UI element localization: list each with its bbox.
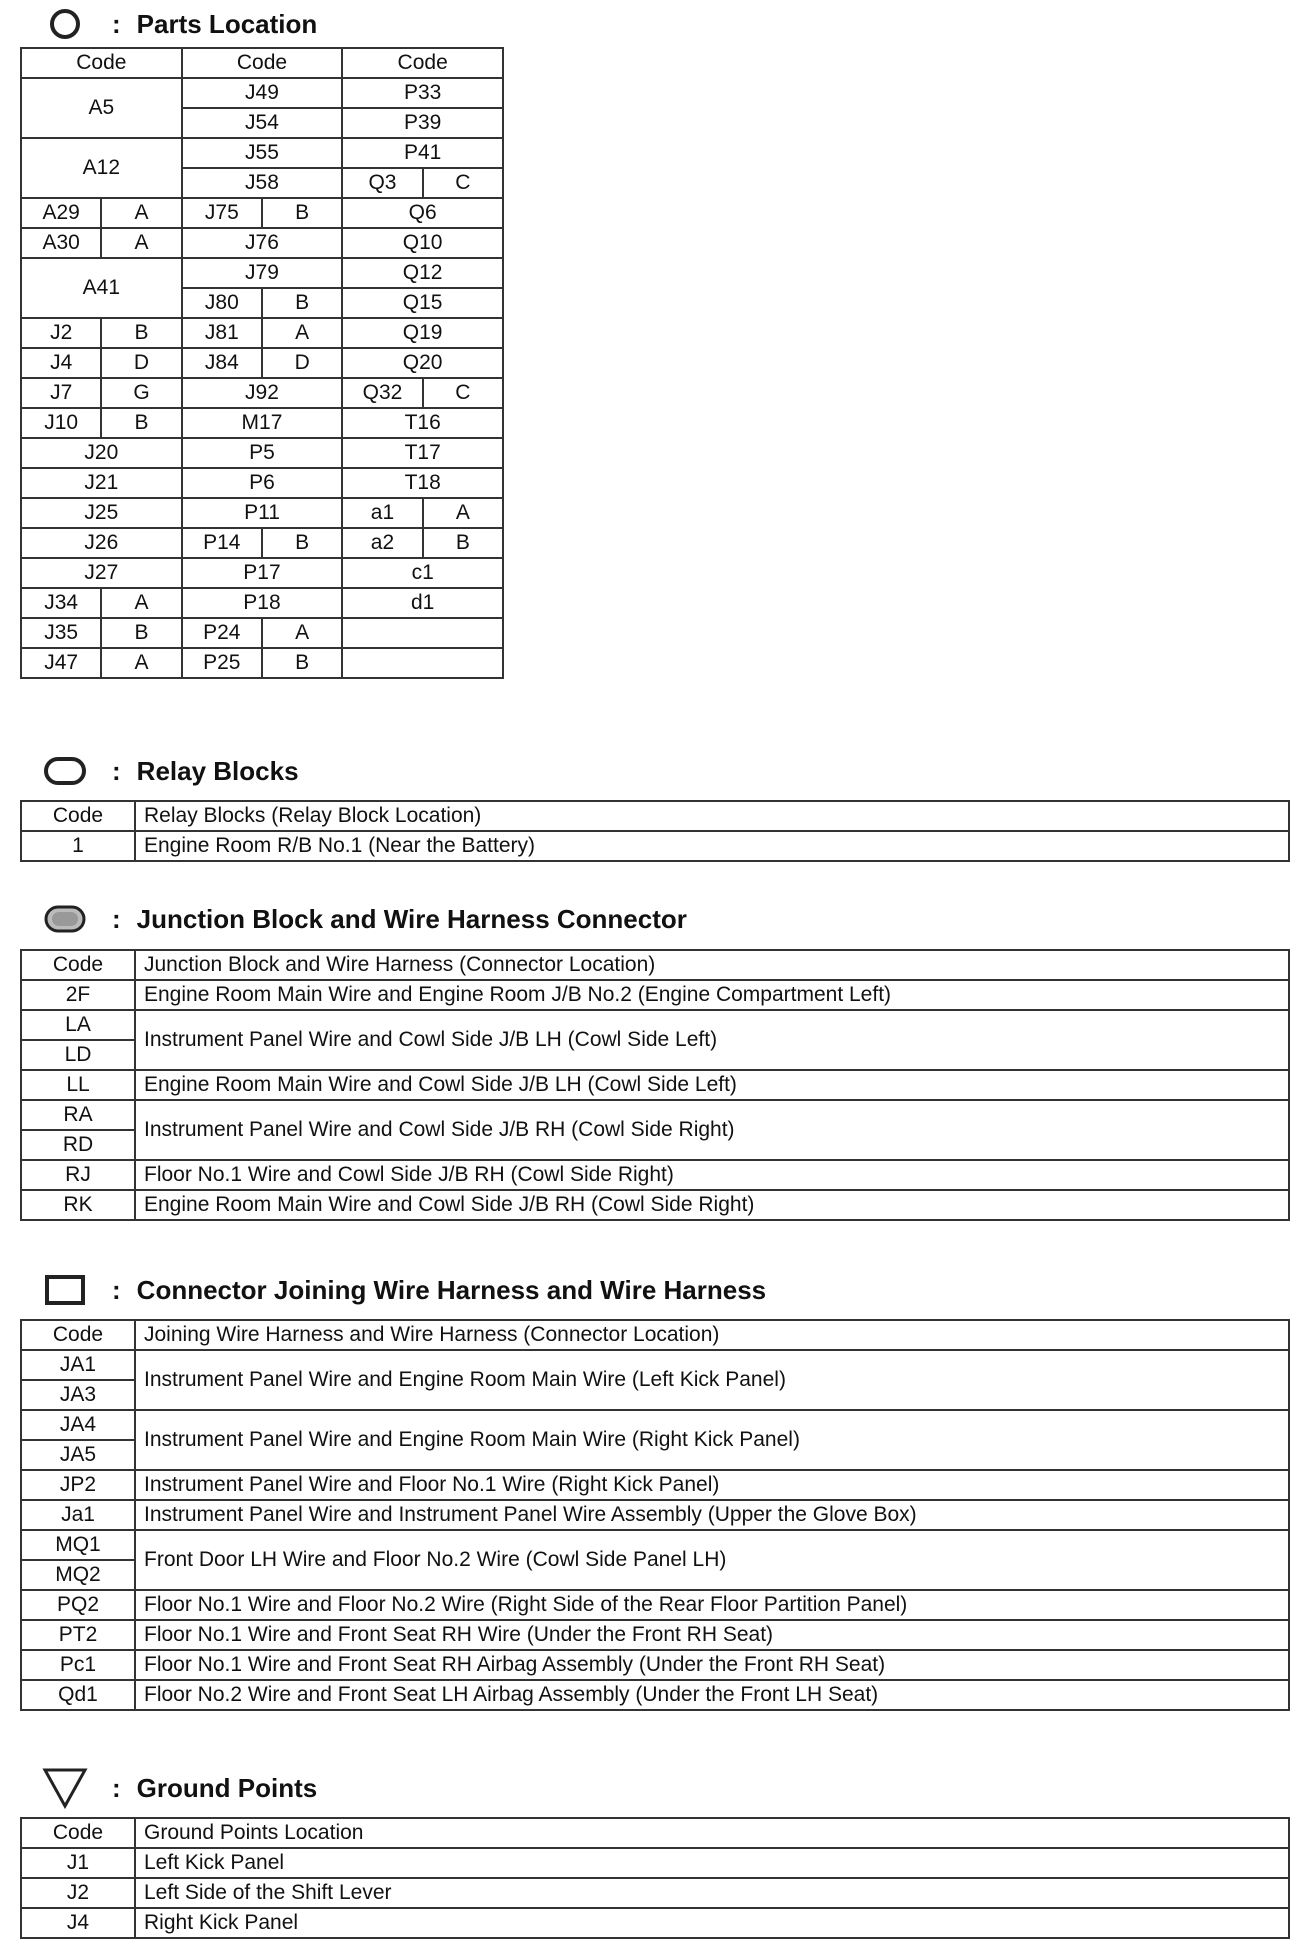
ground-points-table	[20, 1817, 1290, 1939]
junction-block-table	[20, 949, 1290, 1221]
part-code: J10	[21, 408, 101, 438]
table-row	[21, 618, 503, 648]
part-code: a2	[342, 528, 422, 558]
part-code: J47	[21, 648, 101, 678]
part-sub-code: A	[101, 588, 181, 618]
code-cell: PQ2	[21, 1590, 135, 1620]
code-header: Code	[21, 801, 135, 831]
code-cell: PT2	[21, 1620, 135, 1650]
table-row	[21, 1010, 1289, 1040]
part-sub-code: B	[101, 318, 181, 348]
part-code: P41	[342, 138, 503, 168]
relay-blocks-table	[20, 800, 1290, 862]
part-sub-code: A	[423, 498, 503, 528]
table-row	[21, 198, 503, 228]
part-code: T16	[342, 408, 503, 438]
code-cell: LL	[21, 1070, 135, 1100]
part-code: J26	[21, 528, 182, 558]
location-cell: Instrument Panel Wire and Engine Room Main Wire (Left Kick Panel)	[135, 1350, 1289, 1410]
code-cell: JA4	[21, 1410, 135, 1440]
colon: :	[112, 903, 121, 934]
code-cell: JP2	[21, 1470, 135, 1500]
part-code: Q12	[342, 258, 503, 288]
code-header: Code	[21, 1320, 135, 1350]
table-row	[21, 1100, 1289, 1130]
table-row	[21, 408, 503, 438]
table-row	[21, 228, 503, 258]
table-row	[21, 1410, 1289, 1440]
table-row	[21, 318, 503, 348]
part-sub-code: B	[101, 618, 181, 648]
part-code: M17	[182, 408, 343, 438]
part-sub-code: B	[262, 288, 342, 318]
part-code: J58	[182, 168, 343, 198]
code-cell: RK	[21, 1190, 135, 1220]
table-row	[21, 648, 503, 678]
location-header: Joining Wire Harness and Wire Harness (Connector Location)	[135, 1320, 1289, 1350]
part-code: P17	[182, 558, 343, 588]
parts-location-heading	[40, 4, 317, 44]
junction-block-heading	[40, 899, 687, 939]
part-code: P11	[182, 498, 343, 528]
section-title: Junction Block and Wire Harness Connector	[136, 903, 687, 934]
part-code: Q32	[342, 378, 422, 408]
part-code: J34	[21, 588, 101, 618]
part-code: J84	[182, 348, 262, 378]
part-code: Q20	[342, 348, 503, 378]
table-header-row	[21, 801, 1289, 831]
code-cell: JA1	[21, 1350, 135, 1380]
code-cell: Ja1	[21, 1500, 135, 1530]
table-row	[21, 1530, 1289, 1560]
location-cell: Left Side of the Shift Lever	[135, 1878, 1289, 1908]
connector-joining-heading	[40, 1270, 766, 1310]
table-row	[21, 831, 1289, 861]
part-code: J20	[21, 438, 182, 468]
code-cell: J2	[21, 1878, 135, 1908]
part-code	[342, 648, 503, 678]
table-row	[21, 1350, 1289, 1380]
code-cell: RD	[21, 1130, 135, 1160]
oval-icon	[40, 751, 90, 791]
part-code: J54	[182, 108, 343, 138]
part-code: A5	[21, 78, 182, 138]
code-cell: MQ2	[21, 1560, 135, 1590]
part-code: A29	[21, 198, 101, 228]
part-code: Q19	[342, 318, 503, 348]
colon: :	[112, 1772, 121, 1803]
code-cell: RJ	[21, 1160, 135, 1190]
code-cell: 2F	[21, 980, 135, 1010]
column-header: Code	[21, 48, 182, 78]
part-code: J49	[182, 78, 343, 108]
ground-points-heading	[40, 1768, 317, 1808]
table-row	[21, 348, 503, 378]
table-row	[21, 1590, 1289, 1620]
part-code: A41	[21, 258, 182, 318]
table-row	[21, 78, 503, 108]
part-sub-code: A	[101, 198, 181, 228]
code-cell: J4	[21, 1908, 135, 1938]
part-code: P39	[342, 108, 503, 138]
section-title: Relay Blocks	[136, 755, 299, 786]
code-header: Code	[21, 1818, 135, 1848]
table-row	[21, 1908, 1289, 1938]
circle-icon	[40, 4, 90, 44]
code-cell: LA	[21, 1010, 135, 1040]
column-header: Code	[342, 48, 503, 78]
location-cell: Instrument Panel Wire and Floor No.1 Wire (Right Kick Panel)	[135, 1470, 1289, 1500]
part-sub-code: B	[101, 408, 181, 438]
section-title: Connector Joining Wire Harness and Wire Harness	[136, 1274, 767, 1305]
location-cell: Engine Room Main Wire and Cowl Side J/B LH (Cowl Side Left)	[135, 1070, 1289, 1100]
table-header-row	[21, 1320, 1289, 1350]
table-row	[21, 498, 503, 528]
table-row	[21, 1650, 1289, 1680]
table-header-row	[21, 950, 1289, 980]
part-code: P33	[342, 78, 503, 108]
location-cell: Floor No.1 Wire and Cowl Side J/B RH (Cowl Side Right)	[135, 1160, 1289, 1190]
table-row	[21, 588, 503, 618]
table-header-row	[21, 48, 503, 78]
part-sub-code: D	[262, 348, 342, 378]
table-row	[21, 1160, 1289, 1190]
part-sub-code: D	[101, 348, 181, 378]
part-code: P5	[182, 438, 343, 468]
table-header-row	[21, 1818, 1289, 1848]
code-cell: JA5	[21, 1440, 135, 1470]
location-cell: Engine Room Main Wire and Cowl Side J/B RH (Cowl Side Right)	[135, 1190, 1289, 1220]
triangle-down-icon	[40, 1768, 90, 1808]
colon: :	[112, 755, 121, 786]
part-code: J7	[21, 378, 101, 408]
part-sub-code: B	[262, 648, 342, 678]
table-row	[21, 528, 503, 558]
part-code: J4	[21, 348, 101, 378]
table-row	[21, 1848, 1289, 1878]
code-cell: Pc1	[21, 1650, 135, 1680]
table-row	[21, 438, 503, 468]
table-row	[21, 468, 503, 498]
part-code: P14	[182, 528, 262, 558]
part-code: P18	[182, 588, 343, 618]
location-cell: Instrument Panel Wire and Cowl Side J/B LH (Cowl Side Left)	[135, 1010, 1289, 1070]
parts-location-table	[20, 47, 504, 679]
part-code	[342, 618, 503, 648]
table-row	[21, 138, 503, 168]
part-code: d1	[342, 588, 503, 618]
column-header: Code	[182, 48, 343, 78]
location-header: Relay Blocks (Relay Block Location)	[135, 801, 1289, 831]
location-cell: Floor No.1 Wire and Front Seat RH Wire (Under the Front RH Seat)	[135, 1620, 1289, 1650]
table-row	[21, 558, 503, 588]
table-row	[21, 1500, 1289, 1530]
location-cell: Floor No.1 Wire and Front Seat RH Airbag Assembly (Under the Front RH Seat)	[135, 1650, 1289, 1680]
location-cell: Instrument Panel Wire and Instrument Panel Wire Assembly (Upper the Glove Box)	[135, 1500, 1289, 1530]
code-cell: JA3	[21, 1380, 135, 1410]
part-sub-code: G	[101, 378, 181, 408]
code-cell: MQ1	[21, 1530, 135, 1560]
table-row	[21, 1190, 1289, 1220]
part-sub-code: B	[423, 528, 503, 558]
colon: :	[112, 8, 121, 39]
code-cell: Qd1	[21, 1680, 135, 1710]
part-code: a1	[342, 498, 422, 528]
table-row	[21, 1878, 1289, 1908]
part-code: Q6	[342, 198, 503, 228]
relay-blocks-heading	[40, 751, 299, 791]
part-code: A12	[21, 138, 182, 198]
part-code: A30	[21, 228, 101, 258]
table-row	[21, 1470, 1289, 1500]
location-cell: Engine Room R/B No.1 (Near the Battery)	[135, 831, 1289, 861]
part-code: T17	[342, 438, 503, 468]
part-code: P25	[182, 648, 262, 678]
location-header: Junction Block and Wire Harness (Connector Location)	[135, 950, 1289, 980]
part-sub-code: B	[262, 198, 342, 228]
part-code: J79	[182, 258, 343, 288]
part-code: Q3	[342, 168, 422, 198]
location-cell: Engine Room Main Wire and Engine Room J/B No.2 (Engine Compartment Left)	[135, 980, 1289, 1010]
part-code: Q15	[342, 288, 503, 318]
table-row	[21, 378, 503, 408]
location-header: Ground Points Location	[135, 1818, 1289, 1848]
part-code: J81	[182, 318, 262, 348]
table-row	[21, 258, 503, 288]
code-cell: J1	[21, 1848, 135, 1878]
part-code: J27	[21, 558, 182, 588]
part-code: Q10	[342, 228, 503, 258]
location-cell: Floor No.2 Wire and Front Seat LH Airbag Assembly (Under the Front LH Seat)	[135, 1680, 1289, 1710]
part-code: P24	[182, 618, 262, 648]
code-cell: RA	[21, 1100, 135, 1130]
part-sub-code: B	[262, 528, 342, 558]
code-cell: 1	[21, 831, 135, 861]
colon: :	[112, 1274, 121, 1305]
section-title: Ground Points	[136, 1772, 318, 1803]
part-sub-code: A	[101, 228, 181, 258]
part-code: J2	[21, 318, 101, 348]
table-row	[21, 980, 1289, 1010]
part-sub-code: A	[101, 648, 181, 678]
part-code: T18	[342, 468, 503, 498]
part-code: J92	[182, 378, 343, 408]
part-code: J25	[21, 498, 182, 528]
location-cell: Front Door LH Wire and Floor No.2 Wire (Cowl Side Panel LH)	[135, 1530, 1289, 1590]
table-row	[21, 1680, 1289, 1710]
connector-joining-table	[20, 1319, 1290, 1711]
part-code: J55	[182, 138, 343, 168]
location-cell: Instrument Panel Wire and Cowl Side J/B RH (Cowl Side Right)	[135, 1100, 1289, 1160]
location-cell: Left Kick Panel	[135, 1848, 1289, 1878]
part-code: J75	[182, 198, 262, 228]
part-code: J76	[182, 228, 343, 258]
part-sub-code: C	[423, 168, 503, 198]
location-cell: Floor No.1 Wire and Floor No.2 Wire (Right Side of the Rear Floor Partition Panel)	[135, 1590, 1289, 1620]
square-icon	[40, 1270, 90, 1310]
part-code: J21	[21, 468, 182, 498]
shaded-oval-icon	[40, 899, 90, 939]
part-sub-code: C	[423, 378, 503, 408]
code-cell: LD	[21, 1040, 135, 1070]
location-cell: Instrument Panel Wire and Engine Room Main Wire (Right Kick Panel)	[135, 1410, 1289, 1470]
location-cell: Right Kick Panel	[135, 1908, 1289, 1938]
part-sub-code: A	[262, 318, 342, 348]
table-row	[21, 1620, 1289, 1650]
part-code: J35	[21, 618, 101, 648]
table-row	[21, 1070, 1289, 1100]
part-code: J80	[182, 288, 262, 318]
part-sub-code: A	[262, 618, 342, 648]
part-code: P6	[182, 468, 343, 498]
part-code: c1	[342, 558, 503, 588]
section-title: Parts Location	[136, 8, 318, 39]
code-header: Code	[21, 950, 135, 980]
